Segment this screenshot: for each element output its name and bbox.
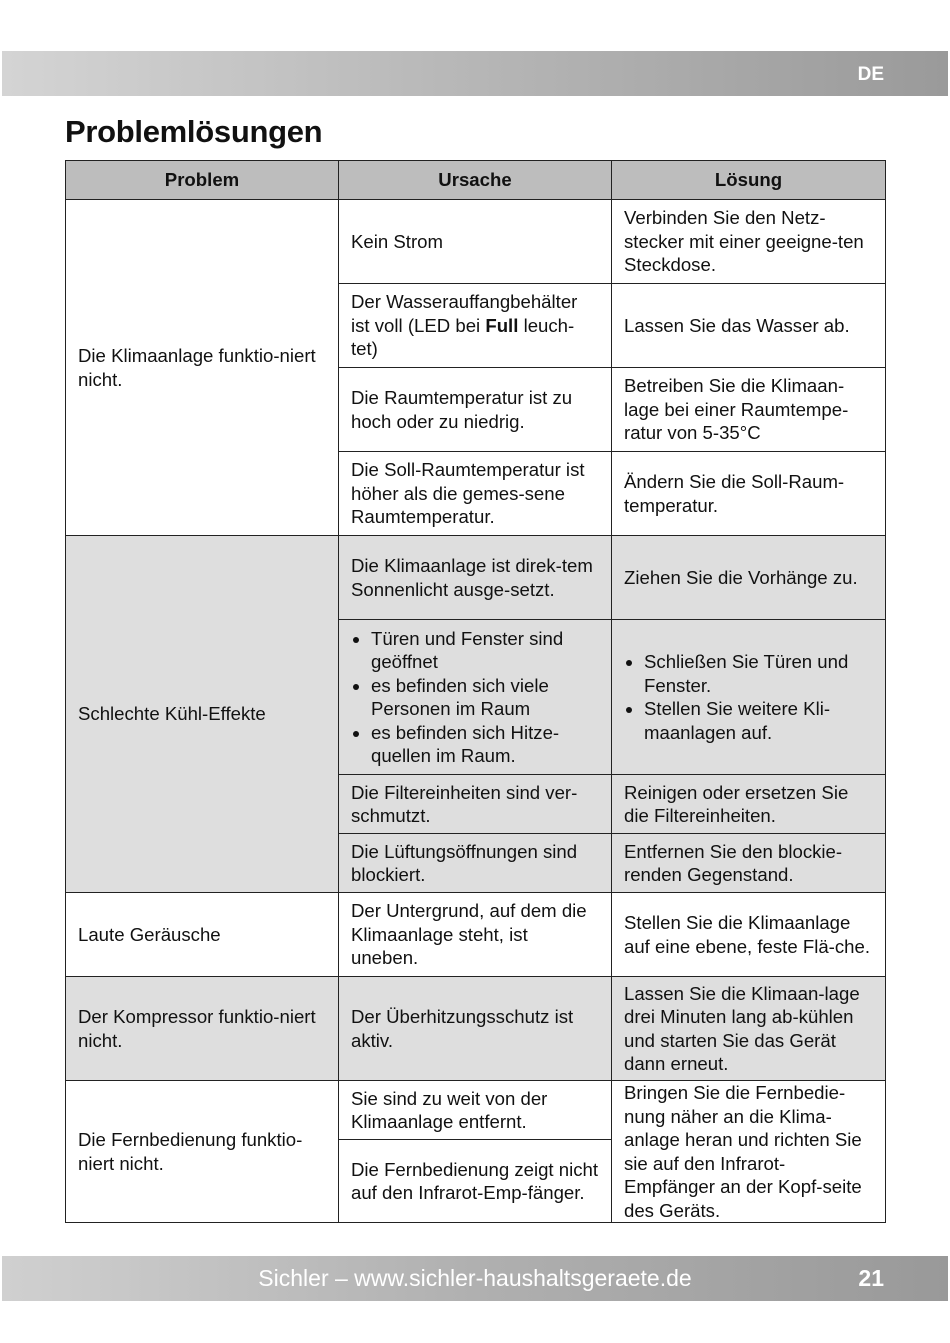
list-item: • es befinden sich viele Personen im Raum [371, 674, 599, 721]
problem-cell: Der Kompressor funktio-niert nicht. [66, 977, 339, 1081]
problem-cell: Laute Geräusche [66, 893, 339, 977]
cause-cell: Die Fernbedienung zeigt nicht auf den Infrarot-Emp-fänger. [339, 1140, 612, 1223]
led-full-label: Full [485, 314, 519, 336]
header-solution: Lösung [612, 161, 886, 200]
cause-cell: Die Raumtemperatur ist zu hoch oder zu niedrig. [339, 368, 612, 452]
header-bar [2, 51, 948, 96]
table-row [66, 893, 886, 977]
solution-cell: Lassen Sie die Klimaan-lage drei Minuten lang ab-kühlen und starten Sie das Gerät dann erneut. [612, 977, 886, 1081]
page-title: Problemlösungen [65, 114, 323, 149]
list-item: • Stellen Sie weitere Kli-maanlagen auf. [644, 697, 873, 744]
solution-cell: Ändern Sie die Soll-Raum-temperatur. [612, 452, 886, 536]
cause-cell: Der Überhitzungsschutz ist aktiv. [339, 977, 612, 1081]
problem-cell: Die Fernbedienung funktio-niert nicht. [66, 1081, 339, 1223]
solution-cell: Reinigen oder ersetzen Sie die Filtereinheiten. [612, 775, 886, 834]
solution-cell: Lassen Sie das Wasser ab. [612, 284, 886, 368]
problem-cell: Schlechte Kühl-Effekte [66, 536, 339, 893]
cause-cell: Sie sind zu weit von der Klimaanlage entfernt. [339, 1081, 612, 1140]
cause-cell: Die Soll-Raumtemperatur ist höher als die gemes-sene Raumtemperatur. [339, 452, 612, 536]
cause-cell: Der Untergrund, auf dem die Klimaanlage steht, ist uneben. [339, 893, 612, 977]
list-item: • es befinden sich Hitze-quellen im Raum. [371, 721, 599, 768]
table-row [66, 1081, 886, 1140]
solution-cell: Betreiben Sie die Klimaan-lage bei einer Raumtempe-ratur von 5-35°C [612, 368, 886, 452]
cause-cell: Die Klimaanlage ist direk-tem Sonnenlicht ausge-setzt. [339, 536, 612, 620]
footer-website: Sichler – www.sichler-haushaltsgeraete.de [258, 1265, 692, 1291]
table-row [66, 536, 886, 620]
table-row [66, 977, 886, 1081]
solution-cell [612, 620, 886, 775]
cause-list [351, 627, 599, 768]
cause-cell: Die Filtereinheiten sind ver-schmutzt. [339, 775, 612, 834]
list-item: • Türen und Fenster sind geöffnet [371, 627, 599, 674]
table-header-row [66, 161, 886, 200]
page-number: 21 [858, 1265, 884, 1291]
solution-list [624, 650, 873, 744]
solution-cell: Stellen Sie die Klimaanlage auf eine ebene, feste Flä-che. [612, 893, 886, 977]
cause-cell: Kein Strom [339, 200, 612, 284]
cause-cell [339, 284, 612, 368]
cause-text: leuch-tet) [351, 314, 575, 360]
solution-cell: Entfernen Sie den blockie-renden Gegenstand. [612, 834, 886, 893]
solution-cell: Verbinden Sie den Netz-stecker mit einer geeigne-ten Steckdose. [612, 200, 886, 284]
header-cause: Ursache [339, 161, 612, 200]
language-label: DE [857, 64, 884, 85]
header-problem: Problem [66, 161, 339, 200]
troubleshooting-table [65, 160, 886, 1223]
footer-bar [2, 1256, 948, 1301]
solution-cell: Bringen Sie die Fernbedie-nung näher an die Klima-anlage heran und richten Sie sie auf den Infrarot-Empfänger an der Kopf-seite des Geräts. [612, 1081, 886, 1223]
table-row [66, 200, 886, 284]
problem-cell: Die Klimaanlage funktio-niert nicht. [66, 200, 339, 536]
cause-cell: Die Lüftungsöffnungen sind blockiert. [339, 834, 612, 893]
list-item: • Schließen Sie Türen und Fenster. [644, 650, 873, 697]
solution-cell: Ziehen Sie die Vorhänge zu. [612, 536, 886, 620]
cause-text: Der Wasserauffangbehälter ist voll (LED bei [351, 291, 578, 336]
cause-cell [339, 620, 612, 775]
